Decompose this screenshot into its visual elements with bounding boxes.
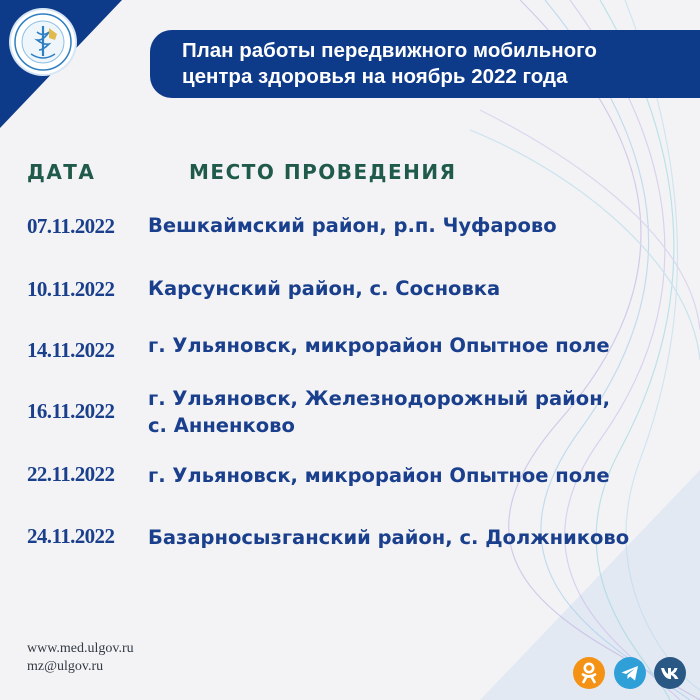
schedule-place: г. Ульяновск, Железнодорожный район, с. Анненково bbox=[148, 387, 611, 437]
schedule-date: 14.11.2022 bbox=[27, 338, 115, 362]
ministry-logo bbox=[11, 10, 75, 74]
schedule-place: г. Ульяновск, микрорайон Опытное поле bbox=[148, 464, 610, 487]
schedule-place: Карсунский район, с. Сосновка bbox=[148, 277, 501, 300]
date-column-header: ДАТА bbox=[27, 160, 96, 184]
schedule-date: 24.11.2022 bbox=[27, 524, 115, 548]
email-link[interactable]: mz@ulgov.ru bbox=[27, 659, 104, 674]
contact-info bbox=[27, 640, 134, 676]
schedule-date: 10.11.2022 bbox=[27, 277, 115, 301]
schedule-date: 16.11.2022 bbox=[27, 399, 115, 423]
telegram-button[interactable] bbox=[614, 657, 646, 689]
schedule-date: 22.11.2022 bbox=[27, 462, 115, 486]
schedule-place: г. Ульяновск, микрорайон Опытное поле bbox=[148, 334, 610, 357]
title-banner bbox=[150, 30, 700, 98]
page-title: План работы передвижного мобильного центра здоровья на ноябрь 2022 года bbox=[182, 39, 597, 88]
telegram-icon bbox=[614, 657, 646, 689]
schedule-place: Базарносызганский район, с. Должниково bbox=[148, 526, 630, 549]
odnoklassniki-icon bbox=[573, 657, 605, 689]
odnoklassniki-button[interactable] bbox=[573, 657, 605, 689]
schedule-date: 07.11.2022 bbox=[27, 214, 115, 238]
vk-button[interactable] bbox=[654, 657, 686, 689]
schedule-place: Вешкаймский район, р.п. Чуфарово bbox=[148, 214, 557, 237]
place-column-header: МЕСТО ПРОВЕДЕНИЯ bbox=[189, 160, 457, 184]
vk-icon bbox=[654, 657, 686, 689]
website-link[interactable]: www.med.ulgov.ru bbox=[27, 641, 134, 656]
